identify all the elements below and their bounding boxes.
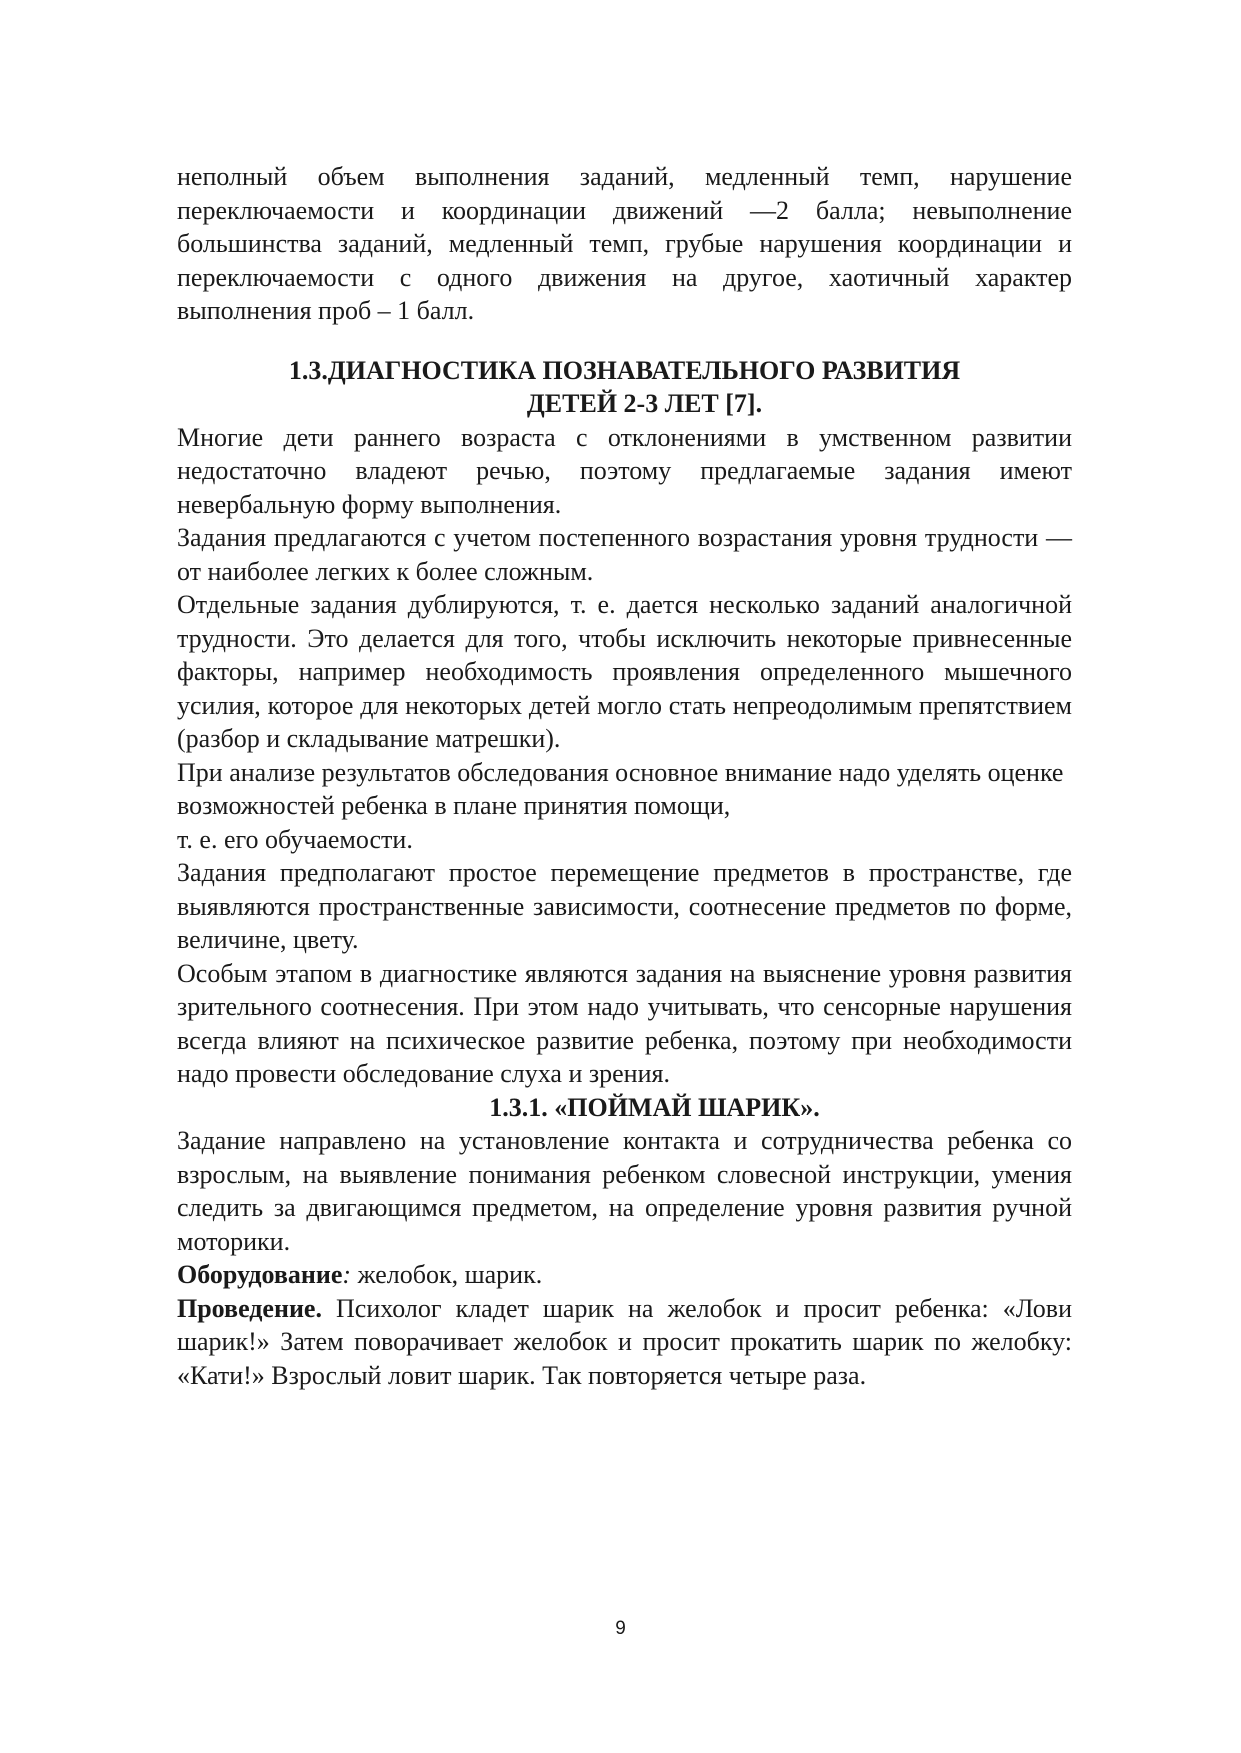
page-content	[177, 160, 1072, 1392]
paragraph: т. е. его обучаемости.	[177, 824, 413, 854]
paragraph: Многие дети раннего возраста с отклонениями в умственном развитии недостаточно владеют речью, поэтому предлагаемые задания имеют невербальную форму выполнения.	[177, 422, 1072, 519]
equipment-label: Оборудование	[177, 1260, 343, 1289]
subsection-heading: 1.3.1. «ПОЙМАЙ ШАРИК».	[489, 1092, 820, 1122]
paragraph: Особым этапом в диагностике являются задания на выяснение уровня развития зрительного соотнесения. При этом надо учитывать, что сенсорные нарушения всегда влияют на психическое развитие ребенка, поэтому при необходимости надо провести обследование слуха и зрения.	[177, 958, 1072, 1088]
procedure-text: Психолог кладет шарик на желобок и просит ребенка: «Лови шарик!» Затем поворачивает желобок и просит прокатить шарик по желобку: «Кати!» Взрослый ловит шарик. Так повторяется четыре раза.	[177, 1293, 1072, 1390]
section-heading	[177, 354, 1072, 421]
subsection-description: Задание направлено на установление контакта и сотрудничества ребенка со взрослым, на выявление понимания ребенком словесной инструкции, умения следить за двигающимся предметом, на определение уровня развития ручной моторики.	[177, 1126, 1072, 1256]
procedure-label: Проведение.	[177, 1293, 322, 1323]
equipment-colon: :	[342, 1260, 352, 1289]
equipment-paragraph	[177, 1258, 1072, 1292]
intro-paragraph: неполный объем выполнения заданий, медленный темп, нарушение переключаемости и координации движений —2 балла; невыполнение большинства заданий, медленный темп, грубые нарушения координации и переключаемости с одного движения на другое, хаотичный характер выполнения проб – 1 балл.	[177, 162, 1072, 325]
page-number: 9	[615, 1618, 626, 1639]
section-heading-line1: 1.3.ДИАГНОСТИКА ПОЗНАВАТЕЛЬНОГО РАЗВИТИЯ	[288, 355, 961, 385]
paragraph: Задания предполагают простое перемещение предметов в пространстве, где выявляются пространственные зависимости, соотнесение предметов по форме, величине, цвету.	[177, 858, 1072, 954]
procedure-paragraph	[177, 1292, 1072, 1393]
paragraph: Задания предлагаются с учетом постепенного возрастания уровня трудности — от наиболее легких к более сложным.	[177, 523, 1072, 586]
equipment-text: желобок, шарик.	[351, 1260, 543, 1289]
paragraph: Отдельные задания дублируются, т. е. дается несколько заданий аналогичной трудности. Это делается для того, чтобы исключить некоторые привнесенные факторы, например необходимость проявления определенного мышечного усилия, которое для некоторых детей могло стать непреодолимым препятствием (разбор и складывание матрешки).	[177, 590, 1072, 753]
section-heading-line2: ДЕТЕЙ 2-3 ЛЕТ [7].	[526, 389, 763, 418]
paragraph: При анализе результатов обследования основное внимание надо уделять оценке возможностей ребенка в плане принятия помощи,	[177, 757, 1064, 820]
